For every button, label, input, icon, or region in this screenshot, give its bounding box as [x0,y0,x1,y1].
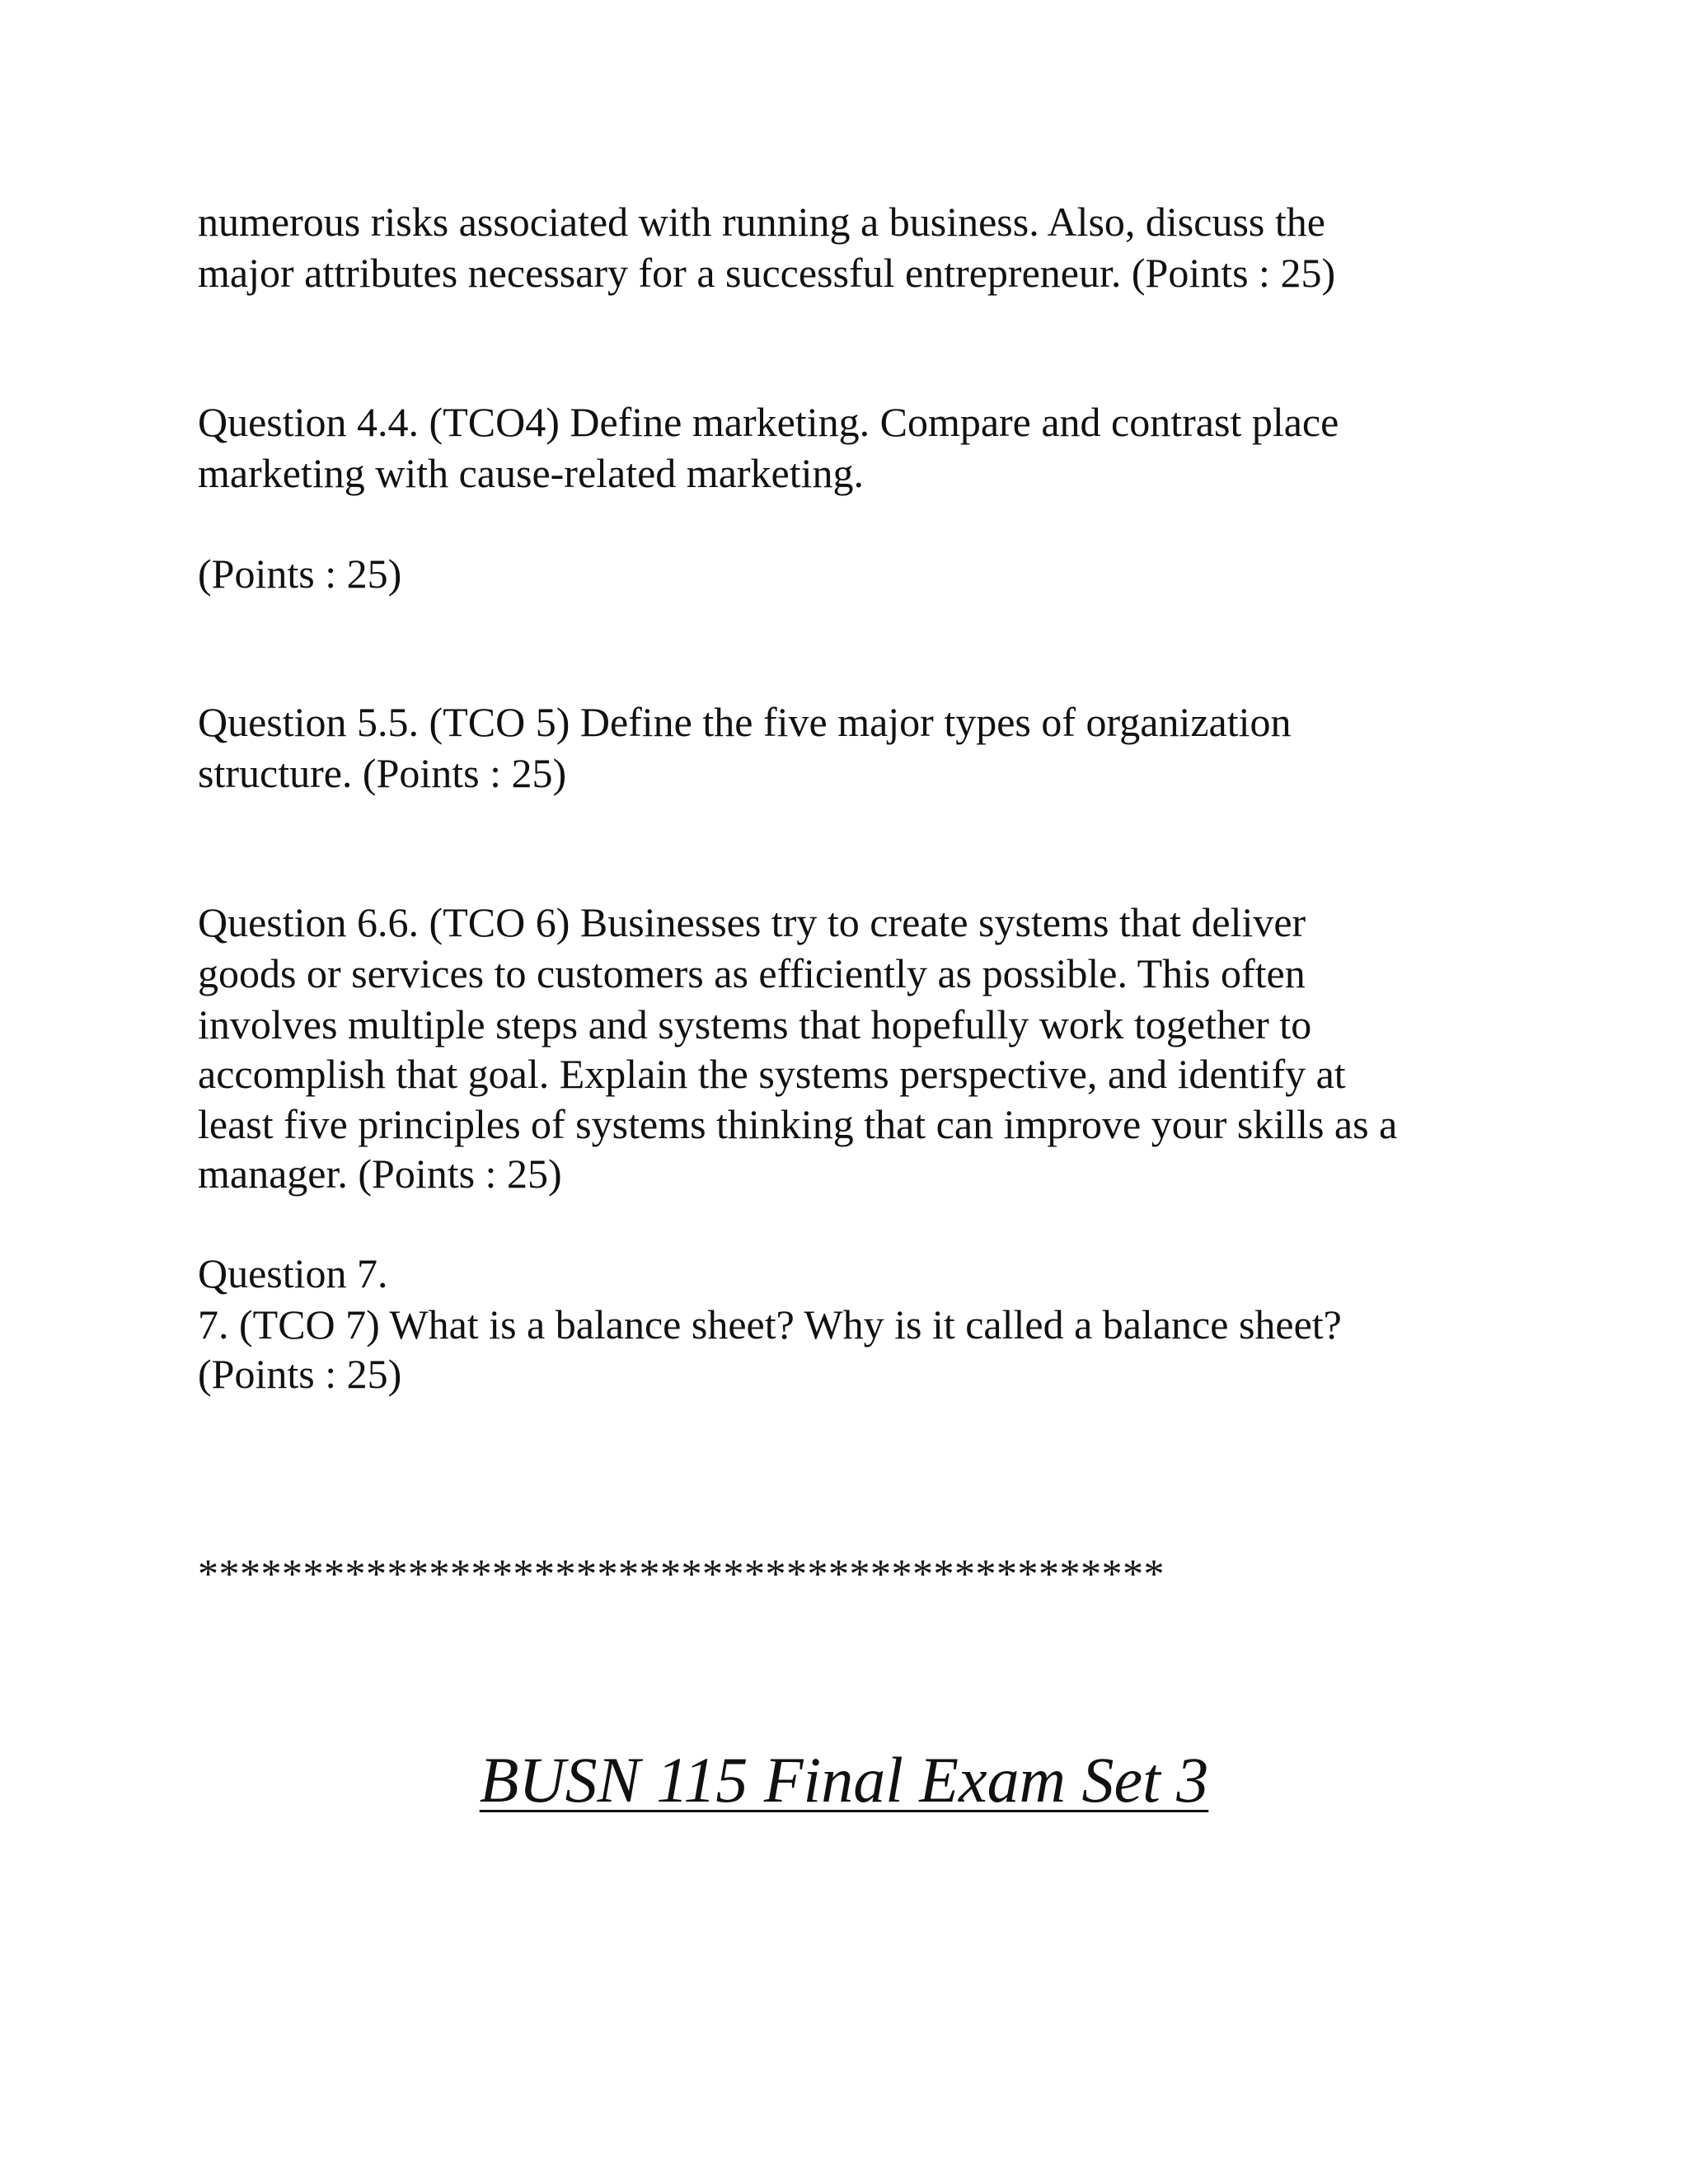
question-6-6-line: manager. (Points : 25) [198,1151,562,1197]
question-7-line: 7. (TCO 7) What is a balance sheet? Why is it called a balance sheet? [198,1301,1342,1347]
question-4-4-points: (Points : 25) [198,551,402,597]
question-7-line: Question 7. [198,1250,388,1296]
asterisk-separator: ********************************************** [198,1550,1165,1596]
question-6-6-line: involves multiple steps and systems that hopefully work together to [198,1001,1312,1047]
question-4-4-line: Question 4.4. (TCO4) Define marketing. Compare and contrast place [198,399,1339,445]
question-4-4-line: marketing with cause-related marketing. [198,450,865,496]
question-6-6-line: accomplish that goal. Explain the systems perspective, and identify at [198,1051,1346,1097]
question-7-line: (Points : 25) [198,1351,402,1397]
question-6-6-line: Question 6.6. (TCO 6) Businesses try to create systems that deliver [198,899,1306,945]
question-5-5-line: Question 5.5. (TCO 5) Define the five major types of organization [198,699,1292,745]
text-line: major attributes necessary for a successful entrepreneur. (Points : 25) [198,250,1336,296]
question-6-6-line: least five principles of systems thinking that can improve your skills as a [198,1101,1398,1147]
question-6-6-line: goods or services to customers as efficiently as possible. This often [198,950,1306,996]
question-5-5-line: structure. (Points : 25) [198,750,567,796]
section-title: BUSN 115 Final Exam Set 3 [479,1744,1209,1816]
text-line: numerous risks associated with running a business. Also, discuss the [198,199,1325,245]
